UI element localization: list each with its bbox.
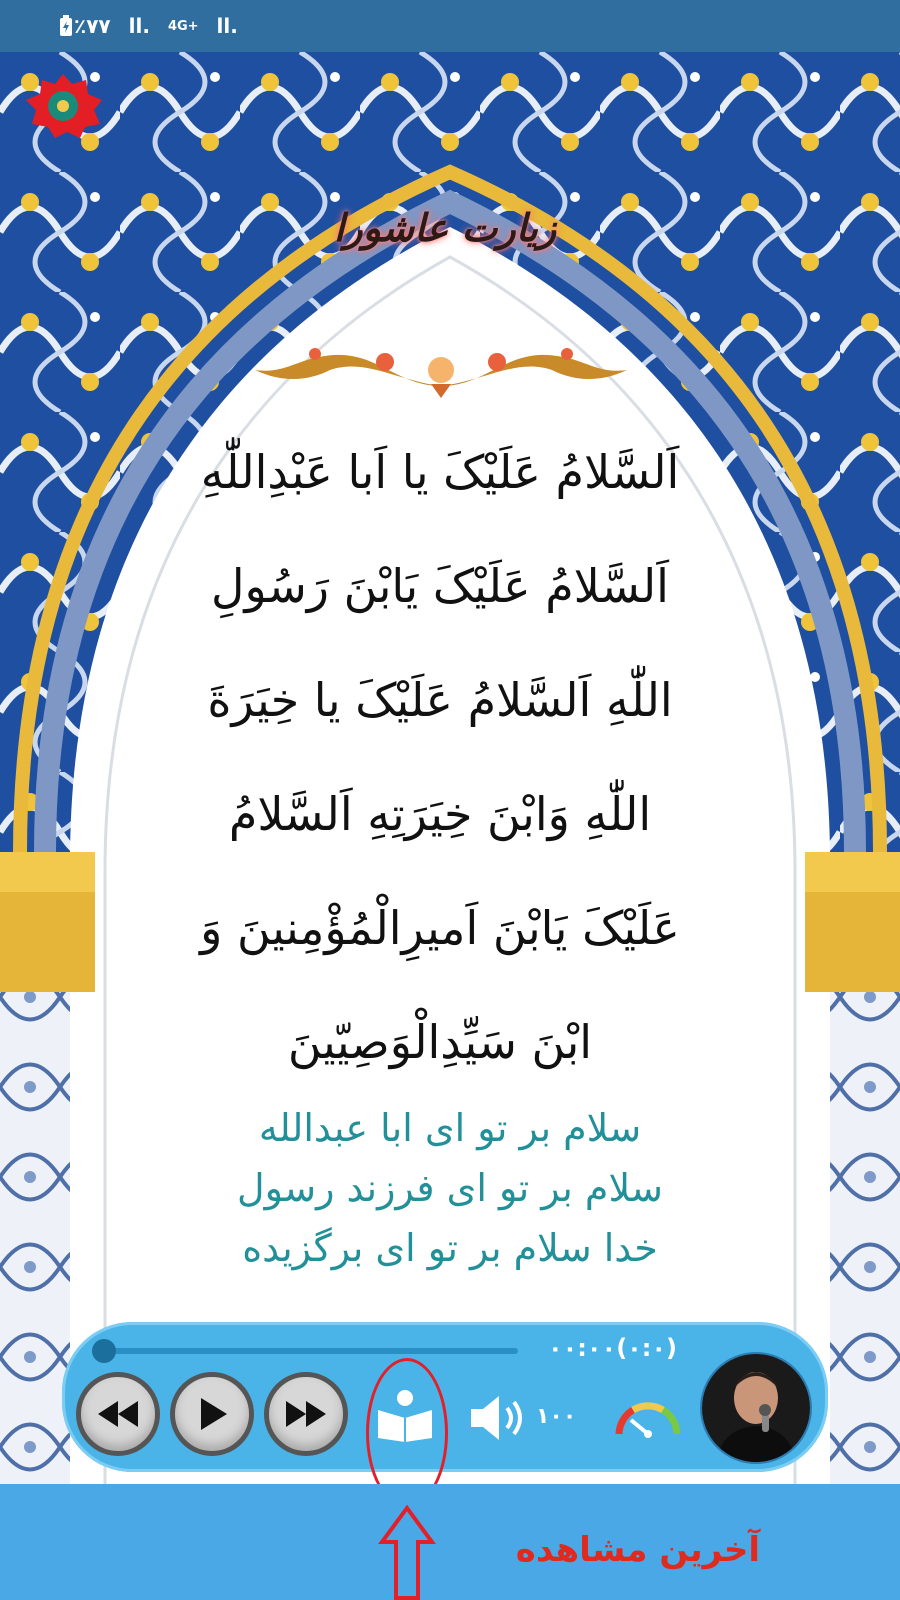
battery-percent: ٪۷۷ bbox=[74, 14, 111, 38]
seek-bar[interactable] bbox=[102, 1348, 518, 1354]
playback-time: ۰۰:۰۰(۰:۰) bbox=[548, 1334, 678, 1362]
bottom-bar bbox=[0, 1484, 900, 1600]
reciter-photo bbox=[702, 1354, 810, 1462]
persian-line: سلام بر تو ای ابا عبدالله bbox=[258, 1106, 642, 1150]
seek-handle[interactable] bbox=[92, 1339, 116, 1363]
page-title: زیارت عاشورا bbox=[333, 205, 557, 250]
speaker-icon[interactable] bbox=[469, 1392, 529, 1444]
speed-gauge-icon[interactable] bbox=[613, 1396, 683, 1440]
battery-indicator bbox=[58, 14, 111, 38]
arabic-line: اللّٰهِ اَلسَّلامُ عَلَیْکَ یا خِیَرَةَ bbox=[207, 673, 673, 727]
rewind-icon bbox=[96, 1399, 140, 1429]
arabic-text-block bbox=[130, 415, 750, 1099]
persian-line: خدا سلام بر تو ای برگزیده bbox=[242, 1226, 658, 1270]
reciter-avatar bbox=[700, 1352, 812, 1464]
arabic-line: اللّٰهِ وَابْنَ خِیَرَتِهِ اَلسَّلامُ bbox=[228, 787, 652, 841]
battery-icon bbox=[58, 15, 74, 37]
status-bar bbox=[0, 0, 900, 52]
last-seen-label: آخرین مشاهده bbox=[515, 1530, 760, 1570]
signal-strength-2: ll. bbox=[216, 14, 238, 38]
arabic-line: عَلَیْکَ یَابْنَ اَمیرِالْمُؤْمِنینَ وَ bbox=[200, 901, 680, 955]
fast-forward-icon bbox=[284, 1399, 328, 1429]
arabic-line: ابْنَ سَیِّدِالْوَصِیّینَ bbox=[287, 1015, 593, 1069]
signal-strength-1: ll. bbox=[128, 14, 150, 38]
play-icon bbox=[195, 1396, 229, 1432]
volume-level: ۱۰۰ bbox=[536, 1404, 577, 1429]
persian-line: سلام بر تو ای فرزند رسول bbox=[237, 1166, 663, 1210]
play-button[interactable] bbox=[170, 1372, 254, 1456]
arabic-line: اَلسَّلامُ عَلَیْکَ یا اَبا عَبْدِاللّٰهِ bbox=[200, 445, 680, 499]
rewind-button[interactable] bbox=[76, 1372, 160, 1456]
network-type: 4G+ bbox=[167, 18, 199, 34]
persian-translation-block bbox=[140, 1098, 760, 1278]
settings-gear-icon[interactable] bbox=[22, 72, 104, 140]
arabic-line: اَلسَّلامُ عَلَیْکَ یَابْنَ رَسُولِ bbox=[211, 559, 669, 613]
fast-forward-button[interactable] bbox=[264, 1372, 348, 1456]
up-arrow-icon bbox=[378, 1504, 436, 1600]
title-ornament bbox=[255, 340, 627, 398]
